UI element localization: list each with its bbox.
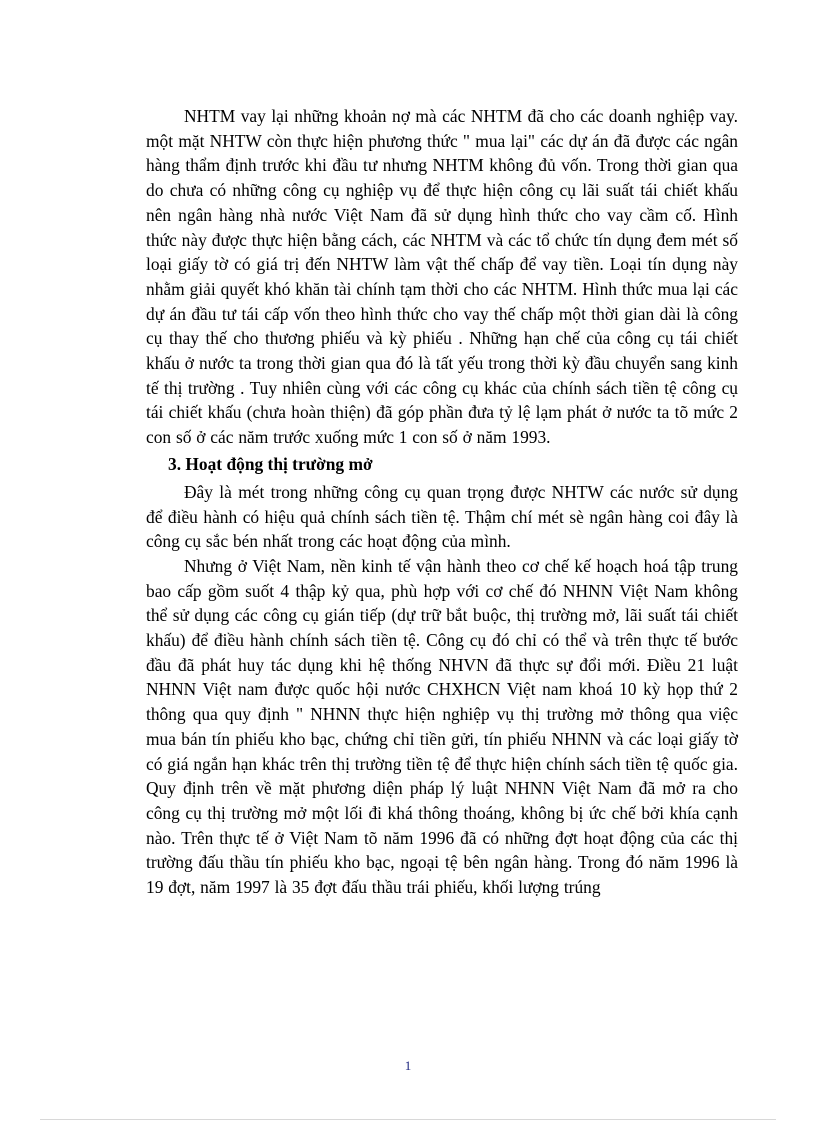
page-body <box>146 104 738 900</box>
paragraph-discount-tool: NHTM vay lại những khoản nợ mà các NHTM đã cho các doanh nghiệp vay. một mặt NHTW còn thực hiện phương thức " mua lại" các dự án đã được các ngân hàng thẩm định trước khi đầu tư nhưng NHTM không đủ vốn. Trong thời gian qua do chưa có những công cụ nghiệp vụ để thực hiện công cụ lãi suất tái chiết khấu nên ngân hàng nhà nước Việt Nam đã sử dụng hình thức cho vay cầm cố. Hình thức này được thực hiện bằng cách, các NHTM và các tổ chức tín dụng đem mét số loại giấy tờ có giá trị đến NHTW làm vật thế chấp để vay tiền. Loại tín dụng này nhằm giải quyết khó khăn tài chính tạm thời cho các NHTM. Hình thức mua lại các dự án đầu tư tái cấp vốn theo hình thức cho vay thế chấp một thời gian dài là công cụ thay thế cho thương phiếu và kỳ phiếu . Những hạn chế của công cụ tái chiết khấu ở nước ta trong thời gian qua đó là tất yếu trong thời kỳ đầu chuyển sang kinh tế thị trường . Tuy nhiên cùng với các công cụ khác của chính sách tiền tệ công cụ tái chiết khấu (chưa hoàn thiện) đã góp phần đưa tỷ lệ lạm phát ở nước ta tõ mức 2 con số ở các năm trước xuống mức 1 con số ở năm 1993. <box>146 106 738 448</box>
paragraph-open-market-intro: Đây là mét trong những công cụ quan trọng được NHTW các nước sử dụng để điều hành có hiệu quả chính sách tiền tệ. Thậm chí mét sè ngân hàng coi đây là công cụ sắc bén nhất trong các hoạt động của mình. <box>146 481 738 552</box>
footer-divider <box>40 1119 776 1120</box>
section-heading: 3. Hoạt động thị trường mở <box>168 453 373 474</box>
paragraph-open-market-vietnam: Nhưng ở Việt Nam, nền kinh tế vận hành theo cơ chế kế hoạch hoá tập trung bao cấp gồm suốt 4 thập kỷ qua, phù hợp với cơ chế đó NHNN Việt Nam không thể sử dụng các công cụ gián tiếp (dự trữ bắt buộc, thị trường mở, lãi suất tái chiết khấu) để điều hành chính sách tiền tệ. Công cụ đó chỉ có thể và trên thực tế bước đầu đã phát huy tác dụng khi hệ thống NHVN đã thực sự đổi mới. Điều 21 luật NHNN Việt nam được quốc hội nước CHXHCN Việt nam khoá 10 kỳ họp thứ 2 thông qua quy định " NHNN thực hiện nghiệp vụ thị trường mở thông qua việc mua bán tín phiếu kho bạc, chứng chỉ tiền gửi, tín phiếu NHNN và các loại giấy tờ có giá ngắn hạn khác trên thị trường tiền tệ để thực hiện chính sách tiền tệ quốc gia. Quy định trên về mặt phương diện pháp lý luật NHNN Việt Nam đã mở ra cho công cụ thị trường mở một lối đi khá thông thoáng, không bị ức chế bởi khía cạnh nào. Trên thực tế ở Việt Nam tõ năm 1996 đã có những đợt hoạt động của các thị trường đấu thầu tín phiếu kho bạc, ngoại tệ bên ngân hàng. Trong đó năm 1996 là 19 đợt, năm 1997 là 35 đợt đấu thầu trái phiếu, khối lượng trúng <box>146 555 738 898</box>
page-number: 1 <box>404 1058 412 1073</box>
